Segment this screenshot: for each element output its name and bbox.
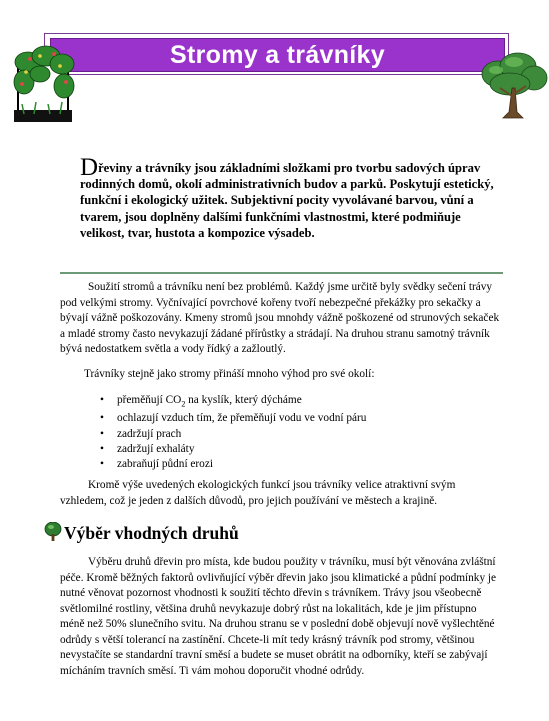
intro-paragraph	[80, 154, 495, 241]
list-item: • zabraňují půdní erozi	[100, 457, 366, 472]
intro-dropcap: D	[80, 154, 99, 181]
benefits-list	[100, 393, 366, 472]
list-item	[100, 393, 366, 411]
section-heading-text: Výběr vhodných druhů	[64, 523, 239, 543]
intro-text: řeviny a trávníky jsou základními složkami pro tvorbu sadových úprav rodinných domů, okolí administrativních budov a parků. Poskytují estetický, funkční i ekologický užitek. Subjektivní pocity vyvolávané barvou, vůní a tvarem, jsou doplněny dalšími funkčními vlastnostmi, které podmiňuje velikost, tvar, hustota a kompozice výsadeb.	[80, 161, 494, 240]
section-heading	[44, 521, 239, 545]
title-banner-fill	[50, 38, 505, 72]
title-banner	[44, 33, 509, 75]
garden-bush-illustration	[10, 44, 76, 124]
list-item-text: přeměňují CO	[117, 394, 182, 406]
tree-bullet-icon	[44, 522, 62, 542]
section-divider	[60, 272, 503, 274]
paragraph-species-selection: Výběru druhů dřevin pro místa, kde budou použity v trávníku, musí být věnována zvláštní péče. Kromě běžných faktorů ovlivňující výběr dřevin jako jsou klimatické a půdní podmínky je nutné věnovat pozornost vhodnosti k soužití těchto dřevin s trávníkem. Trávy jsou všeobecně světlomilné rostliny, většina druhů nevykazuje dobrý růst na lokalitách, kde je jim přístupno méně než 50% slunečního svitu. Na druhou stranu se v poslední době objevují nově vyšlechtěné odrůdy s větší tolerancí na zastínění. Chcete-li mít tedy krásný trávník pod stromy, většinou nevystačíte se standardní travní směsí a budete se muset obrátit na odborníky, kteří se zabývají mícháním travních směsí. Ti vám mohou doporučit vhodné odrůdy.	[60, 556, 497, 677]
paragraph-benefits-intro: Trávníky stejně jako stromy přináší mnoho výhod pro své okolí:	[84, 368, 375, 380]
co2-subscript: 2	[181, 399, 186, 409]
list-item: • zadržují exhaláty	[100, 442, 366, 457]
page-title: Stromy a trávníky	[170, 41, 385, 69]
list-item: • zadržují prach	[100, 427, 366, 442]
list-item-text: na kyslík, který dýcháme	[185, 394, 302, 406]
paragraph-attractiveness: Kromě výše uvedených ekologických funkcí jsou trávníky velice atraktivní svým vzhledem, což je jeden z dalších důvodů, pro jejich používání ve městech a krajině.	[60, 479, 456, 507]
tree-illustration	[478, 52, 548, 120]
paragraph-coexistence: Soužití stromů a trávníku není bez problémů. Každý jsme určitě byly svědky sečení trávy pod velkými stromy. Vyčnívající povrchové kořeny tvoří nebezpečné překážky pro sekačky a bývají vážně poškozovány. Kmeny stromů jsou mnohdy vážně poškozené od strunových sekaček a mladé stromy často nevykazují žádané přírůstky a strádají. Na druhou stranu samotný trávník bývá nedostatkem světla a vody řídký a zažloutlý.	[60, 281, 500, 355]
list-item: • ochlazují vzduch tím, že přeměňují vodu ve vodní páru	[100, 411, 366, 426]
